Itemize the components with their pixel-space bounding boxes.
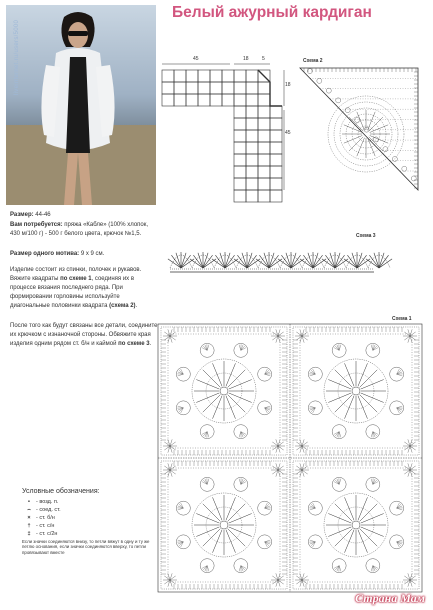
legend-title: Условные обозначения:: [22, 488, 100, 495]
motif-size-label: Размер одного мотива:: [10, 251, 80, 257]
dim-right-large: 45: [285, 130, 291, 136]
brand-watermark: Страна Мам: [355, 591, 425, 605]
photo-watermark: liveinternet.ru/users/5000: [14, 19, 20, 95]
construction-grid: [162, 64, 284, 202]
size-line: [10, 211, 158, 220]
legend-item: × - ст. б/н: [22, 514, 162, 522]
materials: [10, 221, 158, 239]
legend-item: † - ст. с/н: [22, 522, 162, 530]
materials-value: пряжа «Кабле» (100% хлопок, 430 м/100 г) - 500 г белого цвета, крючок №1,5.: [10, 222, 149, 237]
instructions-paragraph-1: Изделие состоит из спинки, полочек и рукавов. Вяжите квадраты по схеме 1, соединяя их в процессе вязания последнего ряда. При формировании горловины используйте диагональные половинки квадрата (схема 2).: [10, 267, 142, 309]
schema-1-motifs: [158, 324, 422, 592]
page-title: Белый ажурный кардиган: [172, 4, 372, 21]
motif-size: [10, 250, 158, 259]
motif-size-value: 9 х 9 см.: [80, 251, 105, 257]
chain-stitch-icon: •: [28, 499, 30, 505]
legend-item: ⌢ - соед. ст.: [22, 506, 162, 514]
schema-3-label: Схема 3: [356, 233, 376, 239]
single-crochet-icon: ×: [27, 515, 31, 521]
schema-2-label: Схема 2: [303, 58, 323, 64]
dim-top-mid: 18: [243, 56, 249, 62]
schema-2-triangle: [300, 68, 418, 190]
size-value: 44-46: [35, 212, 51, 218]
legend-item: • - возд. п.: [22, 498, 162, 506]
dim-top-right: 5: [262, 56, 265, 62]
materials-label: Вам потребуется:: [10, 222, 63, 228]
legend-item: ‡ - ст. с/2н: [22, 530, 162, 538]
double-crochet-icon: †: [27, 523, 31, 529]
dim-top-left: 45: [193, 56, 199, 62]
legend: [22, 498, 162, 555]
schema-1-label: Схема 1: [392, 316, 412, 322]
legend-note: Если значки соединяются внизу, то петли вяжут в одну и ту же петлю основания, если значки соединяются вверху, то петли провязывают вместе: [22, 539, 150, 555]
treble-crochet-icon: ‡: [27, 531, 31, 537]
instructions-paragraph-2: После того как будут связаны все детали, соедините их крючком с изнаночной стороны. Обвяжите края изделия одним рядом ст. б/н и каймой по схеме 3.: [10, 323, 158, 347]
schema-3-edging: [168, 252, 392, 272]
dim-right-small: 18: [285, 82, 291, 88]
slip-stitch-icon: ⌢: [27, 507, 31, 513]
size-label: Размер:: [10, 212, 34, 218]
